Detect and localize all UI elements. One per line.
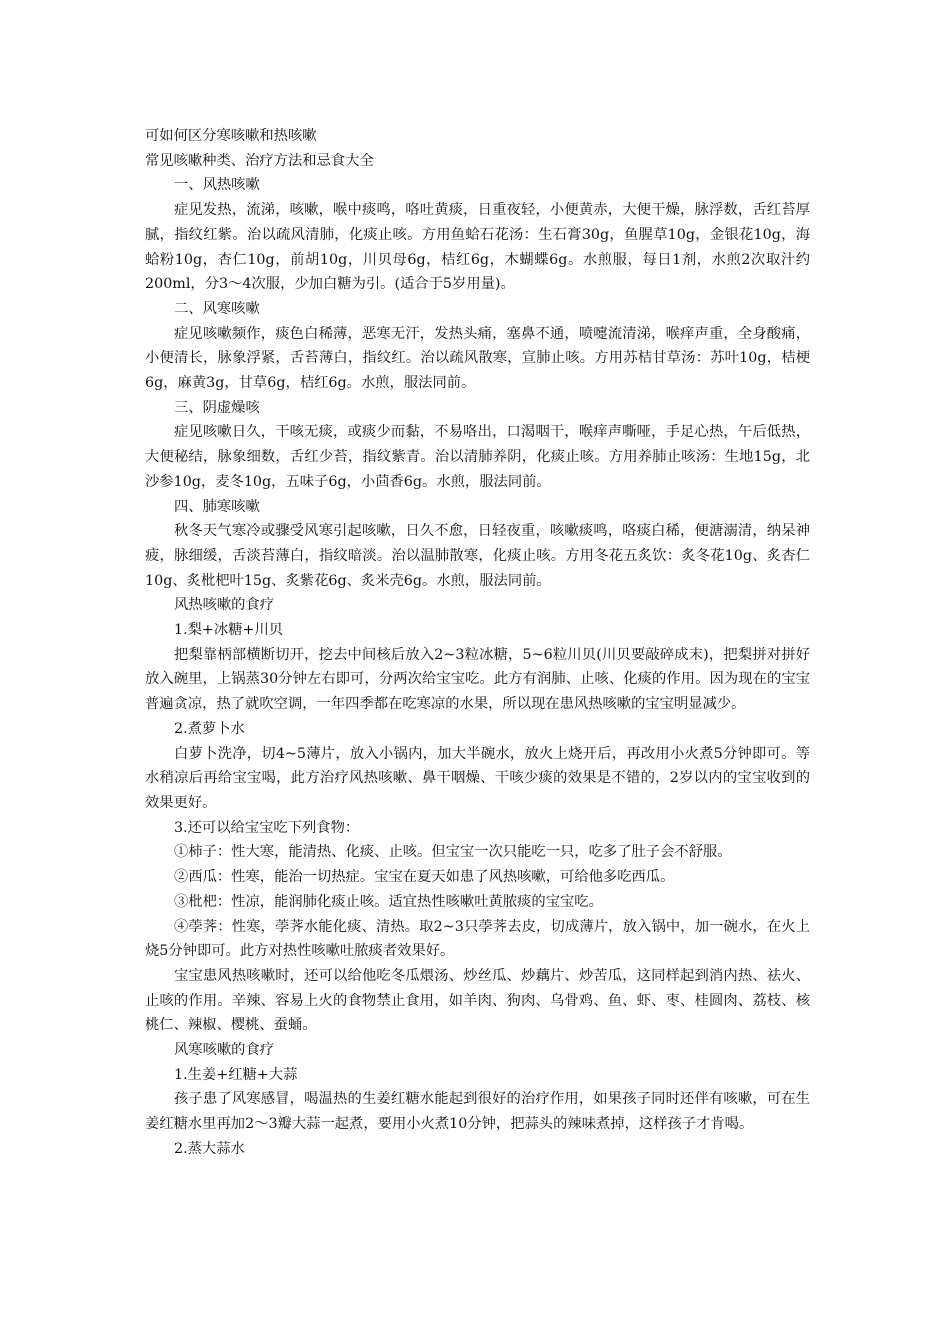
- heading-hot-cough-diet: 风热咳嗽的食疗: [174, 597, 275, 614]
- heading-cold-cough-diet: 风寒咳嗽的食疗: [174, 1042, 275, 1059]
- section-heading-wind-heat: 一、风热咳嗽: [174, 177, 260, 194]
- remedy-body-pear: 把梨靠柄部横断切开，挖去中间核后放入2~3粒冰糖，5~6粒川贝(川贝要敲碎成末)，把梨拼对拼好放入碗里，上锅蒸30分钟左右即可，分两次给宝宝吃。此方有润肺、止咳、化痰的作用。因为现在的宝宝普遍贪凉，热了就吹空调，一年四季都在吃寒凉的水果，所以现在患风热咳嗽的宝宝明显减少。: [145, 646, 810, 713]
- food-item-watermelon: ②西瓜：性寒，能治一切热症。宝宝在夏天如患了风热咳嗽，可给他多吃西瓜。: [174, 869, 675, 886]
- section-heading-yin-dry: 三、阴虚燥咳: [174, 399, 260, 416]
- remedy-title-garlic-water: 2.蒸大蒜水: [174, 1140, 245, 1157]
- section-body-yin-dry: 症见咳嗽日久，干咳无痰，或痰少而黏，不易咯出，口渴咽干，喉痒声嘶哑，手足心热，午后低热，大便秘结，脉象细数，舌红少苔，指纹紫青。治以清肺养阴，化痰止咳。方用养肺止咳汤：生地15g，北沙参10g，麦冬10g，五味子6g，小茴香6g。水煎，服法同前。: [145, 424, 810, 490]
- remedy-title-pear: 1.梨+冰糖+川贝: [174, 622, 284, 639]
- section-body-lung-cold: 秋冬天气寒冷或骤受风寒引起咳嗽，日久不愈，日轻夜重，咳嗽痰鸣，咯痰白稀，便溏溺清，纳呆神疲，脉细缓，舌淡苔薄白，指纹暗淡。治以温肺散寒，化痰止咳。方用冬花五炙饮：炙冬花10g、炙杏仁10g、炙枇杷叶15g、炙紫花6g、炙米壳6g。水煎，服法同前。: [145, 523, 810, 589]
- document-body: [145, 124, 810, 1162]
- remedy-title-radish: 2.煮萝卜水: [174, 720, 245, 737]
- doc-title: 可如何区分寒咳嗽和热咳嗽: [145, 128, 317, 144]
- food-item-water-chestnut: ④荸荠：性寒，荸荠水能化痰、清热。取2~3只荸荠去皮，切成薄片，放入锅中，加一碗水，在火上烧5分钟即可。此方对热性咳嗽吐脓痰者效果好。: [145, 918, 810, 960]
- food-item-persimmon: ①柿子：性大寒，能清热、化痰、止咳。但宝宝一次只能吃一只，吃多了肚子会不舒服。: [174, 844, 732, 861]
- remedy-body-radish: 白萝卜洗净，切4~5薄片，放入小锅内，加大半碗水，放火上烧开后，再改用小火煮5分钟即可。等水稍凉后再给宝宝喝，此方治疗风热咳嗽、鼻干咽燥、干咳少痰的效果是不错的，2岁以内的宝宝收到的效果更好。: [145, 745, 810, 811]
- remedy-body-ginger: 孩子患了风寒感冒，喝温热的生姜红糖水能起到很好的治疗作用，如果孩子同时还伴有咳嗽，可在生姜红糖水里再加2～3瓣大蒜一起煮，要用小火煮10分钟，把蒜头的辣味煮掉，这样孩子才肯喝。: [145, 1091, 810, 1133]
- remedy-title-foods: 3.还可以给宝宝吃下列食物：: [174, 819, 360, 836]
- section-heading-lung-cold: 四、肺寒咳嗽: [174, 498, 260, 515]
- hot-cough-note: 宝宝患风热咳嗽时，还可以给他吃冬瓜煨汤、炒丝瓜、炒藕片、炒苦瓜，这同样起到消内热、祛火、止咳的作用。辛辣、容易上火的食物禁止食用，如羊肉、狗肉、乌骨鸡、鱼、虾、枣、桂圆肉、荔枝、核桃仁、辣椒、樱桃、蚕蛹。: [145, 967, 810, 1034]
- section-body-wind-heat: 症见发热，流涕，咳嗽，喉中痰鸣，咯吐黄痰，日重夜轻，小便黄赤，大便干燥，脉浮数，舌红苔厚腻，指纹红紫。治以疏风清肺，化痰止咳。方用鱼蛤石花汤：生石膏30g，鱼腥草10g，金银花10g，海蛤粉10g，杏仁10g，前胡10g，川贝母6g，桔红6g，木蝴蝶6g。水煎服，每日1剂，水煎2次取汁约200ml，分3～4次服，少加白糖为引。(适合于5岁用量)。: [145, 202, 810, 293]
- remedy-title-ginger: 1.生姜+红糖+大蒜: [174, 1066, 298, 1083]
- section-body-wind-cold: 症见咳嗽频作，痰色白稀薄，恶寒无汗，发热头痛，塞鼻不通，喷嚏流清涕，喉痒声重，全身酸痛，小便清长，脉象浮紧，舌苔薄白，指纹红。治以疏风散寒，宣肺止咳。方用苏桔甘草汤：苏叶10g，桔梗6g，麻黄3g，甘草6g，桔红6g。水煎，服法同前。: [145, 325, 810, 392]
- food-item-loquat: ③枇杷：性凉，能润肺化痰止咳。适宜热性咳嗽吐黄脓痰的宝宝吃。: [174, 893, 603, 910]
- doc-subtitle: 常见咳嗽种类、治疗方法和忌食大全: [145, 152, 374, 169]
- section-heading-wind-cold: 二、风寒咳嗽: [174, 300, 260, 317]
